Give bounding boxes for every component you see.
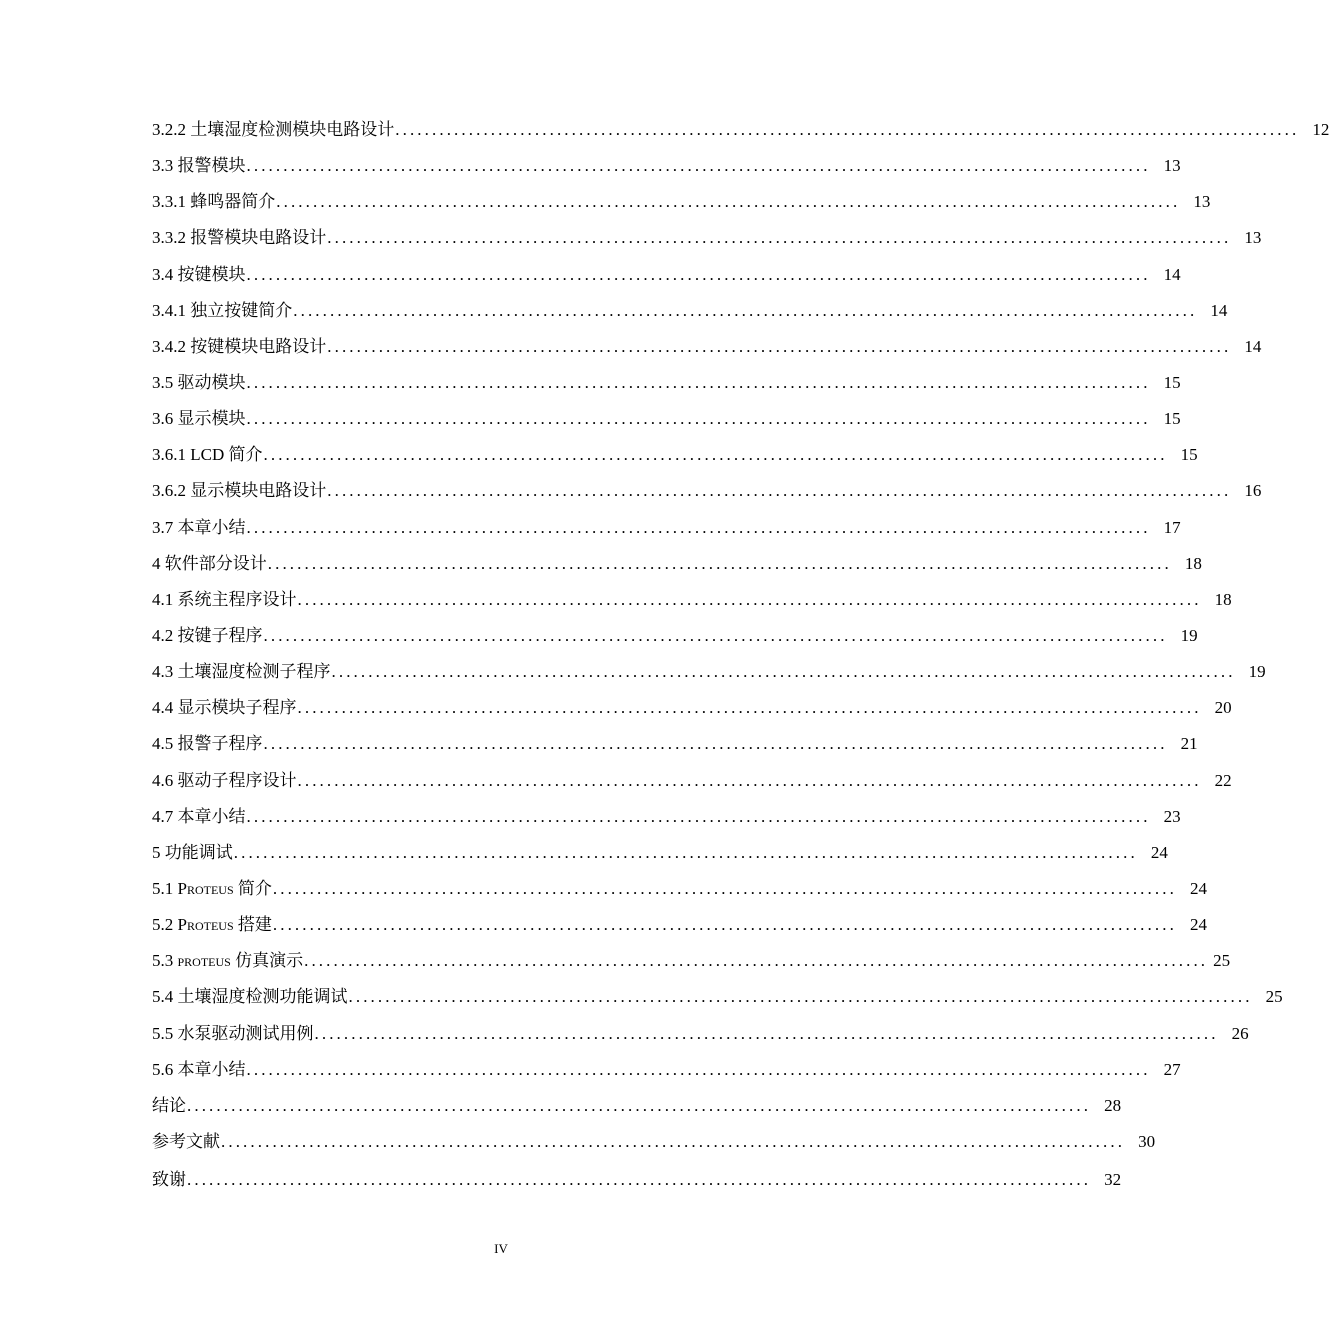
toc-entry-page: 32: [1104, 1170, 1122, 1190]
toc-dot-leader: ...........................................................................................................................: [187, 1170, 1092, 1190]
toc-entry[interactable]: [152, 148, 1181, 184]
toc-entry[interactable]: [152, 184, 1211, 220]
toc-entry[interactable]: [152, 979, 1283, 1015]
toc-entry-page: 24: [1189, 878, 1207, 898]
toc-dot-leader: ...........................................................................................................................: [272, 878, 1177, 898]
toc-entry-title: 4.7 本章小结: [152, 806, 246, 826]
toc-dot-leader: ...........................................................................................................................: [246, 806, 1151, 826]
toc-entry[interactable]: [152, 835, 1168, 871]
table-of-contents: [152, 112, 1329, 1198]
toc-entry[interactable]: [152, 329, 1262, 365]
toc-entry[interactable]: [152, 618, 1198, 654]
toc-entry[interactable]: [152, 1052, 1181, 1088]
toc-dot-leader: ...........................................................................................................................: [331, 662, 1236, 682]
toc-dot-leader: ...........................................................................................................................: [246, 264, 1151, 284]
toc-entry-title: 3.5 驱动模块: [152, 372, 246, 392]
toc-entry-page: 20: [1214, 698, 1232, 718]
toc-entry-title: 5.6 本章小结: [152, 1059, 246, 1079]
toc-entry[interactable]: [152, 473, 1262, 509]
toc-entry-page: 16: [1244, 481, 1262, 501]
toc-entry-page: 19: [1248, 662, 1266, 682]
toc-entry-page: 27: [1163, 1059, 1181, 1079]
toc-entry-title: 5.3 proteus 仿真演示: [152, 951, 304, 971]
toc-entry[interactable]: [152, 654, 1266, 690]
toc-entry[interactable]: [152, 401, 1181, 437]
toc-entry-page: 30: [1138, 1131, 1156, 1151]
toc-entry[interactable]: [152, 293, 1228, 329]
toc-dot-leader: ...........................................................................................................................: [246, 409, 1151, 429]
toc-dot-leader: ...........................................................................................................................: [187, 1095, 1092, 1115]
toc-entry-title: 4.3 土壤湿度检测子程序: [152, 662, 331, 682]
toc-entry-title: 参考文献: [152, 1131, 220, 1151]
toc-entry-page: 19: [1180, 625, 1198, 645]
toc-dot-leader: ...........................................................................................................................: [297, 589, 1202, 609]
toc-entry[interactable]: [152, 907, 1207, 943]
toc-dot-leader: ...........................................................................................................................: [327, 336, 1232, 356]
toc-entry-page: 15: [1163, 409, 1181, 429]
toc-entry[interactable]: [152, 112, 1329, 148]
toc-dot-leader: ...........................................................................................................................: [246, 1059, 1151, 1079]
toc-entry-title: 3.3.1 蜂鸣器简介: [152, 192, 276, 212]
toc-entry-title: 3.4 按键模块: [152, 264, 246, 284]
toc-entry[interactable]: [152, 220, 1262, 256]
toc-entry-page: 24: [1189, 915, 1207, 935]
toc-dot-leader: ...........................................................................................................................: [293, 300, 1198, 320]
toc-entry[interactable]: [152, 365, 1181, 401]
toc-entry-title: 3.6 显示模块: [152, 409, 246, 429]
toc-dot-leader: ...........................................................................................................................: [272, 915, 1177, 935]
toc-entry[interactable]: [152, 690, 1232, 726]
toc-entry-title: 3.2.2 土壤湿度检测模块电路设计: [152, 120, 395, 139]
toc-entry[interactable]: [152, 1124, 1156, 1160]
toc-entry[interactable]: [152, 763, 1232, 799]
toc-entry-page: 21: [1180, 734, 1198, 754]
toc-entry-title: 3.3.2 报警模块电路设计: [152, 228, 327, 248]
toc-entry-page: 15: [1180, 445, 1198, 465]
toc-dot-leader: ...........................................................................................................................: [327, 228, 1232, 248]
toc-entry-page: 14: [1163, 264, 1181, 284]
toc-entry-title: 4.1 系统主程序设计: [152, 589, 297, 609]
toc-entry-page: 14: [1244, 336, 1262, 356]
toc-dot-leader: ...........................................................................................................................: [263, 734, 1168, 754]
toc-dot-leader: ...........................................................................................................................: [246, 156, 1151, 176]
toc-entry-page: 24: [1150, 842, 1168, 862]
toc-entry-page: 15: [1163, 372, 1181, 392]
toc-entry[interactable]: [152, 726, 1198, 762]
toc-dot-leader: ...........................................................................................................................: [348, 987, 1253, 1007]
toc-entry-title: 4.2 按键子程序: [152, 625, 263, 645]
toc-entry-title: 5.5 水泵驱动测试用例: [152, 1023, 314, 1043]
toc-dot-leader: ...........................................................................................................................: [221, 1131, 1126, 1151]
toc-dot-leader: ...........................................................................................................................: [263, 625, 1168, 645]
toc-dot-leader: ...........................................................................................................................: [395, 120, 1300, 139]
toc-entry-title: 4.5 报警子程序: [152, 734, 263, 754]
toc-entry-title: 3.3 报警模块: [152, 156, 246, 176]
toc-entry-title: 3.7 本章小结: [152, 517, 246, 537]
toc-dot-leader: ...........................................................................................................................: [327, 481, 1232, 501]
toc-entry-page: 13: [1163, 156, 1181, 176]
toc-dot-leader: ...........................................................................................................................: [314, 1023, 1219, 1043]
toc-entry-page: 14: [1210, 300, 1228, 320]
toc-entry[interactable]: [152, 943, 1231, 979]
toc-entry[interactable]: [152, 437, 1198, 473]
toc-entry-page: 13: [1244, 228, 1262, 248]
toc-dot-leader: ...........................................................................................................................: [267, 553, 1172, 573]
toc-entry-title: 5.1 Proteus 简介: [152, 878, 272, 898]
toc-entry-page: 17: [1163, 517, 1181, 537]
toc-entry-title: 3.6.2 显示模块电路设计: [152, 481, 327, 501]
toc-dot-leader: ...........................................................................................................................: [276, 192, 1181, 212]
toc-entry[interactable]: [152, 510, 1181, 546]
toc-entry[interactable]: [152, 1088, 1122, 1124]
toc-dot-leader: ...........................................................................................................................: [297, 770, 1202, 790]
toc-entry[interactable]: [152, 546, 1202, 582]
toc-entry-page: 26: [1231, 1023, 1249, 1043]
toc-entry-page: 18: [1184, 553, 1202, 573]
toc-entry-title: 结论: [152, 1095, 186, 1115]
toc-dot-leader: ...........................................................................................................................: [263, 445, 1168, 465]
toc-entry-title: 4.4 显示模块子程序: [152, 698, 297, 718]
toc-dot-leader: ...........................................................................................................................: [246, 372, 1151, 392]
toc-entry[interactable]: [152, 871, 1207, 907]
toc-dot-leader: ...........................................................................................................................: [297, 698, 1202, 718]
toc-dot-leader: ...........................................................................................................................: [304, 951, 1209, 971]
toc-entry-title: 5.4 土壤湿度检测功能调试: [152, 987, 348, 1007]
toc-entry[interactable]: [152, 1016, 1249, 1052]
toc-entry-page: 12: [1312, 120, 1329, 139]
toc-dot-leader: ...........................................................................................................................: [233, 842, 1138, 862]
toc-entry-page: 25: [1213, 951, 1231, 971]
toc-entry[interactable]: [152, 257, 1181, 293]
page-number: IV: [494, 1241, 508, 1256]
toc-entry-title: 致谢: [152, 1170, 186, 1190]
toc-entry-page: 18: [1214, 589, 1232, 609]
toc-entry-page: 23: [1163, 806, 1181, 826]
toc-dot-leader: ...........................................................................................................................: [246, 517, 1151, 537]
toc-entry-title: 5.2 Proteus 搭建: [152, 915, 272, 935]
toc-entry-page: 25: [1265, 987, 1283, 1007]
toc-entry-title: 3.6.1 LCD 简介: [152, 445, 263, 465]
toc-entry[interactable]: [152, 799, 1181, 835]
toc-entry[interactable]: [152, 582, 1232, 618]
toc-entry-title: 3.4.2 按键模块电路设计: [152, 336, 327, 356]
toc-entry-title: 3.4.1 独立按键简介: [152, 300, 293, 320]
toc-entry-title: 4.6 驱动子程序设计: [152, 770, 297, 790]
toc-entry-page: 28: [1104, 1095, 1122, 1115]
toc-entry-title: 5 功能调试: [152, 842, 233, 862]
toc-entry-page: 13: [1193, 192, 1211, 212]
toc-entry-title: 4 软件部分设计: [152, 553, 267, 573]
toc-entry[interactable]: [152, 1162, 1122, 1198]
toc-entry-page: 22: [1214, 770, 1232, 790]
